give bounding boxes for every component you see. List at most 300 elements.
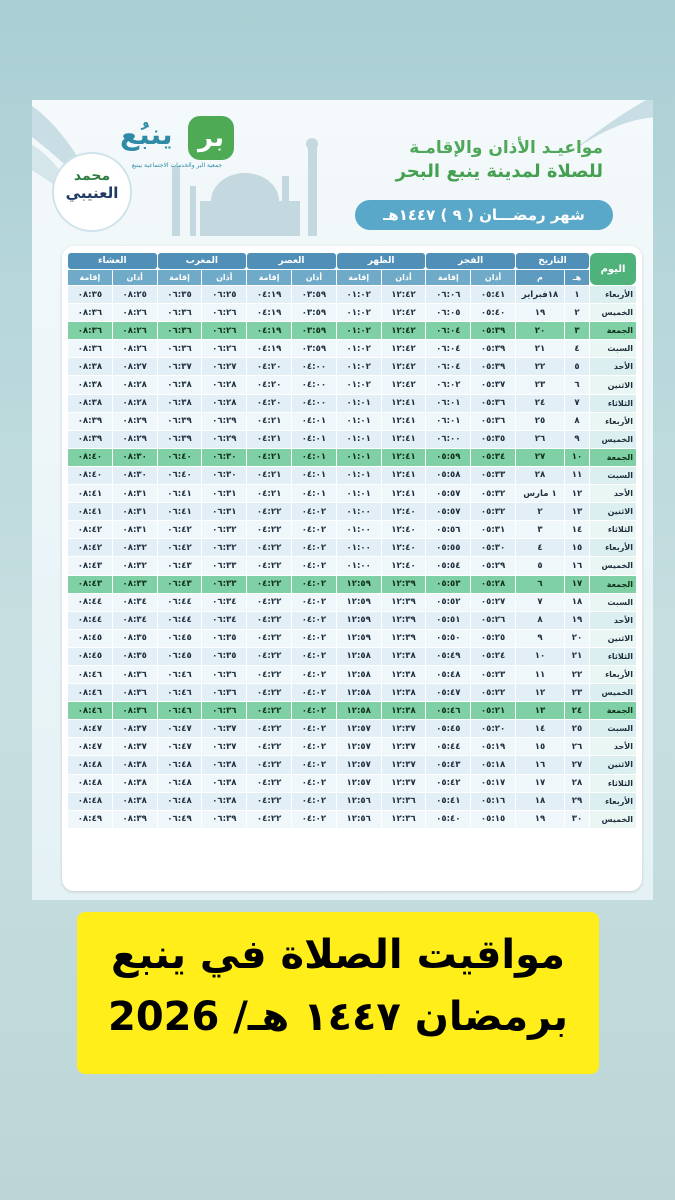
maghrib-iqama-cell: ٠٦:٤٥ <box>158 648 202 665</box>
maghrib-adhan-cell: ٠٦:٢٦ <box>202 322 246 339</box>
hijri-date-cell: ٦ <box>565 376 589 393</box>
isha-adhan-cell: ٠٨:٣٥ <box>113 648 157 665</box>
hijri-date-cell: ٢ <box>565 304 589 321</box>
table-row <box>68 449 636 466</box>
gregorian-date-cell: ١٨فبراير <box>516 286 564 303</box>
caption-banner <box>77 912 599 1074</box>
fajr-iqama-cell: ٠٥:٤٢ <box>426 775 470 792</box>
asr-adhan-cell: ٠٤:٠٢ <box>292 756 336 773</box>
maghrib-adhan-cell: ٠٦:٣٦ <box>202 702 246 719</box>
dhuhr-adhan-cell: ١٢:٤١ <box>382 431 426 448</box>
day-cell: الأربعاء <box>590 286 636 303</box>
hijri-date-cell: ١٣ <box>565 503 589 520</box>
subheader-adhan: أذان <box>202 270 246 285</box>
maghrib-adhan-cell: ٠٦:٢٨ <box>202 376 246 393</box>
dhuhr-adhan-cell: ١٢:٣٧ <box>382 738 426 755</box>
fajr-adhan-cell: ٠٥:٢٢ <box>471 684 515 701</box>
asr-adhan-cell: ٠٤:٠٢ <box>292 576 336 593</box>
table-row <box>68 612 636 629</box>
gregorian-date-cell: ٣ <box>516 521 564 538</box>
table-row <box>68 702 636 719</box>
fajr-iqama-cell: ٠٥:٥٤ <box>426 557 470 574</box>
isha-iqama-cell: ٠٨:٤٦ <box>68 684 112 701</box>
fajr-iqama-cell: ٠٦:٠٦ <box>426 286 470 303</box>
dhuhr-adhan-cell: ١٢:٣٨ <box>382 684 426 701</box>
gregorian-date-cell: ١٩ <box>516 304 564 321</box>
asr-adhan-cell: ٠٤:٠١ <box>292 431 336 448</box>
isha-adhan-cell: ٠٨:٣٧ <box>113 738 157 755</box>
isha-iqama-cell: ٠٨:٤٥ <box>68 648 112 665</box>
fajr-adhan-cell: ٠٥:٢٨ <box>471 576 515 593</box>
dhuhr-adhan-cell: ١٢:٣٨ <box>382 702 426 719</box>
maghrib-adhan-cell: ٠٦:٣٠ <box>202 467 246 484</box>
gregorian-date-cell: ١٧ <box>516 775 564 792</box>
hijri-date-cell: ٢٤ <box>565 702 589 719</box>
fajr-iqama-cell: ٠٦:٠٤ <box>426 340 470 357</box>
isha-iqama-cell: ٠٨:٤١ <box>68 503 112 520</box>
fajr-adhan-cell: ٠٥:٤٠ <box>471 304 515 321</box>
fajr-adhan-cell: ٠٥:٤١ <box>471 286 515 303</box>
hijri-date-cell: ٢١ <box>565 648 589 665</box>
isha-adhan-cell: ٠٨:٢٧ <box>113 358 157 375</box>
hijri-date-cell: ٢٨ <box>565 775 589 792</box>
asr-adhan-cell: ٠٤:٠٢ <box>292 630 336 647</box>
fajr-iqama-cell: ٠٦:٠٤ <box>426 358 470 375</box>
table-row <box>68 358 636 375</box>
hijri-date-cell: ٥ <box>565 358 589 375</box>
day-cell: الأربعاء <box>590 793 636 810</box>
isha-iqama-cell: ٠٨:٤٢ <box>68 521 112 538</box>
isha-adhan-cell: ٠٨:٣٦ <box>113 666 157 683</box>
gregorian-date-cell: ١٦ <box>516 756 564 773</box>
maghrib-iqama-cell: ٠٦:٤٤ <box>158 594 202 611</box>
dhuhr-adhan-cell: ١٢:٤٠ <box>382 521 426 538</box>
asr-iqama-cell: ٠٤:٢٢ <box>247 720 291 737</box>
asr-adhan-cell: ٠٤:٠١ <box>292 413 336 430</box>
fajr-adhan-cell: ٠٥:٣٩ <box>471 340 515 357</box>
table-row <box>68 521 636 538</box>
isha-adhan-cell: ٠٨:٣٨ <box>113 793 157 810</box>
gregorian-date-cell: ٩ <box>516 630 564 647</box>
asr-adhan-cell: ٠٤:٠٢ <box>292 666 336 683</box>
subheader-adhan: أذان <box>113 270 157 285</box>
fajr-iqama-cell: ٠٥:٥٧ <box>426 503 470 520</box>
table-row <box>68 376 636 393</box>
asr-adhan-cell: ٠٣:٥٩ <box>292 322 336 339</box>
asr-adhan-cell: ٠٤:٠٢ <box>292 539 336 556</box>
day-cell: الخميس <box>590 811 636 828</box>
table-row <box>68 648 636 665</box>
asr-adhan-cell: ٠٤:٠٢ <box>292 594 336 611</box>
maghrib-adhan-cell: ٠٦:٣٦ <box>202 666 246 683</box>
dhuhr-iqama-cell: ٠١:٠٢ <box>337 358 381 375</box>
dhuhr-adhan-cell: ١٢:٤٢ <box>382 376 426 393</box>
isha-adhan-cell: ٠٨:٣٢ <box>113 557 157 574</box>
gregorian-date-cell: ٢٧ <box>516 449 564 466</box>
dhuhr-iqama-cell: ١٢:٥٩ <box>337 630 381 647</box>
isha-adhan-cell: ٠٨:٢٨ <box>113 376 157 393</box>
asr-iqama-cell: ٠٤:٢١ <box>247 467 291 484</box>
maghrib-adhan-cell: ٠٦:٣٧ <box>202 738 246 755</box>
asr-iqama-cell: ٠٤:٢٢ <box>247 666 291 683</box>
prayer-times-table <box>62 246 642 891</box>
fajr-iqama-cell: ٠٦:٠١ <box>426 413 470 430</box>
maghrib-adhan-cell: ٠٦:٣٧ <box>202 720 246 737</box>
gregorian-date-cell: ٢٤ <box>516 395 564 412</box>
fajr-iqama-cell: ٠٥:٥٢ <box>426 594 470 611</box>
asr-iqama-cell: ٠٤:٢٢ <box>247 630 291 647</box>
isha-iqama-cell: ٠٨:٤٧ <box>68 738 112 755</box>
maghrib-iqama-cell: ٠٦:٤٣ <box>158 557 202 574</box>
isha-adhan-cell: ٠٨:٣٢ <box>113 539 157 556</box>
isha-iqama-cell: ٠٨:٤٤ <box>68 612 112 629</box>
isha-adhan-cell: ٠٨:٣٦ <box>113 684 157 701</box>
maghrib-iqama-cell: ٠٦:٤٣ <box>158 576 202 593</box>
table-row <box>68 793 636 810</box>
asr-adhan-cell: ٠٤:٠٢ <box>292 503 336 520</box>
day-cell: السبت <box>590 467 636 484</box>
table-row <box>68 503 636 520</box>
hijri-date-cell: ١ <box>565 286 589 303</box>
isha-iqama-cell: ٠٨:٣٥ <box>68 286 112 303</box>
table-row <box>68 666 636 683</box>
hijri-date-cell: ٢٣ <box>565 684 589 701</box>
fajr-adhan-cell: ٠٥:٣٥ <box>471 431 515 448</box>
isha-iqama-cell: ٠٨:٤٩ <box>68 811 112 828</box>
asr-iqama-cell: ٠٤:٢١ <box>247 413 291 430</box>
asr-iqama-cell: ٠٤:٢١ <box>247 431 291 448</box>
title-line-1: مواعيـد الأذان والإقامـة <box>409 138 603 158</box>
day-cell: الجمعة <box>590 449 636 466</box>
gregorian-date-cell: ١٢ <box>516 684 564 701</box>
day-cell: الجمعة <box>590 576 636 593</box>
fajr-iqama-cell: ٠٥:٥٧ <box>426 485 470 502</box>
dhuhr-iqama-cell: ١٢:٥٨ <box>337 684 381 701</box>
isha-adhan-cell: ٠٨:٢٦ <box>113 304 157 321</box>
subheader-iqama: إقامة <box>158 270 202 285</box>
asr-iqama-cell: ٠٤:٢١ <box>247 449 291 466</box>
caption-line-2: برمضان ١٤٤٧ هـ/ 2026 <box>107 994 569 1040</box>
fajr-adhan-cell: ٠٥:٢٥ <box>471 630 515 647</box>
fajr-iqama-cell: ٠٥:٤٤ <box>426 738 470 755</box>
asr-adhan-cell: ٠٤:٠٢ <box>292 684 336 701</box>
isha-iqama-cell: ٠٨:٤٣ <box>68 576 112 593</box>
maghrib-iqama-cell: ٠٦:٤٨ <box>158 793 202 810</box>
table-row <box>68 485 636 502</box>
gregorian-date-cell: ٢٣ <box>516 376 564 393</box>
dhuhr-adhan-cell: ١٢:٣٦ <box>382 811 426 828</box>
subheader-hijri: هـ <box>565 270 589 285</box>
asr-adhan-cell: ٠٤:٠٢ <box>292 648 336 665</box>
dhuhr-iqama-cell: ٠١:٠٠ <box>337 503 381 520</box>
table-row <box>68 811 636 828</box>
fajr-iqama-cell: ٠٥:٤٧ <box>426 684 470 701</box>
gregorian-date-cell: ٢١ <box>516 340 564 357</box>
table-body <box>68 286 636 828</box>
maghrib-adhan-cell: ٠٦:٢٥ <box>202 286 246 303</box>
table-row <box>68 539 636 556</box>
isha-adhan-cell: ٠٨:٣١ <box>113 521 157 538</box>
dhuhr-iqama-cell: ٠١:٠٠ <box>337 539 381 556</box>
subheader-adhan: أذان <box>471 270 515 285</box>
logo-mark: بر <box>188 116 234 160</box>
maghrib-adhan-cell: ٠٦:٣٦ <box>202 684 246 701</box>
maghrib-adhan-cell: ٠٦:٣٨ <box>202 775 246 792</box>
fajr-adhan-cell: ٠٥:٣٣ <box>471 467 515 484</box>
author-badge <box>52 152 132 232</box>
header-date: التاريخ <box>516 253 589 269</box>
maghrib-adhan-cell: ٠٦:٣٨ <box>202 756 246 773</box>
maghrib-iqama-cell: ٠٦:٤٩ <box>158 811 202 828</box>
maghrib-adhan-cell: ٠٦:٢٨ <box>202 395 246 412</box>
dhuhr-adhan-cell: ١٢:٤٢ <box>382 286 426 303</box>
maghrib-iqama-cell: ٠٦:٣٧ <box>158 358 202 375</box>
day-cell: الاثنين <box>590 376 636 393</box>
isha-iqama-cell: ٠٨:٤١ <box>68 485 112 502</box>
maghrib-iqama-cell: ٠٦:٣٥ <box>158 286 202 303</box>
fajr-adhan-cell: ٠٥:١٦ <box>471 793 515 810</box>
hijri-date-cell: ١٤ <box>565 521 589 538</box>
gregorian-date-cell: ٢٦ <box>516 431 564 448</box>
gregorian-date-cell: ٥ <box>516 557 564 574</box>
header-fajr: الفجر <box>426 253 515 269</box>
table-row <box>68 594 636 611</box>
dhuhr-iqama-cell: ٠١:٠٢ <box>337 322 381 339</box>
maghrib-adhan-cell: ٠٦:٢٧ <box>202 358 246 375</box>
isha-adhan-cell: ٠٨:٢٦ <box>113 322 157 339</box>
fajr-iqama-cell: ٠٥:٤٨ <box>426 666 470 683</box>
fajr-adhan-cell: ٠٥:٢١ <box>471 702 515 719</box>
subheader-iqama: إقامة <box>68 270 112 285</box>
maghrib-adhan-cell: ٠٦:٣٨ <box>202 793 246 810</box>
dhuhr-adhan-cell: ١٢:٣٩ <box>382 630 426 647</box>
isha-adhan-cell: ٠٨:٣٨ <box>113 775 157 792</box>
asr-adhan-cell: ٠٤:٠١ <box>292 449 336 466</box>
dhuhr-adhan-cell: ١٢:٤٢ <box>382 358 426 375</box>
subheader-gregorian: م <box>516 270 564 285</box>
day-cell: الخميس <box>590 431 636 448</box>
isha-adhan-cell: ٠٨:٣٩ <box>113 811 157 828</box>
asr-iqama-cell: ٠٤:٢١ <box>247 485 291 502</box>
asr-adhan-cell: ٠٤:٠٢ <box>292 775 336 792</box>
hijri-date-cell: ٢٢ <box>565 666 589 683</box>
hijri-date-cell: ٢٩ <box>565 793 589 810</box>
table-row <box>68 286 636 303</box>
dhuhr-adhan-cell: ١٢:٣٦ <box>382 793 426 810</box>
organization-logo <box>110 114 250 174</box>
dhuhr-iqama-cell: ٠١:٠٠ <box>337 557 381 574</box>
maghrib-iqama-cell: ٠٦:٤٢ <box>158 521 202 538</box>
title-line-2: للصلاة لمدينة ينبع البحر <box>395 161 603 182</box>
maghrib-iqama-cell: ٠٦:٤٨ <box>158 756 202 773</box>
hijri-date-cell: ٧ <box>565 395 589 412</box>
subheader-iqama: إقامة <box>247 270 291 285</box>
isha-iqama-cell: ٠٨:٤٠ <box>68 467 112 484</box>
maghrib-iqama-cell: ٠٦:٣٩ <box>158 413 202 430</box>
day-cell: الثلاثاء <box>590 775 636 792</box>
table-row <box>68 630 636 647</box>
maghrib-iqama-cell: ٠٦:٤٦ <box>158 666 202 683</box>
hijri-date-cell: ٣٠ <box>565 811 589 828</box>
hijri-date-cell: ٢٧ <box>565 756 589 773</box>
gregorian-date-cell: ١١ <box>516 666 564 683</box>
subheader-iqama: إقامة <box>426 270 470 285</box>
asr-iqama-cell: ٠٤:٢٢ <box>247 557 291 574</box>
dhuhr-adhan-cell: ١٢:٤٢ <box>382 340 426 357</box>
asr-adhan-cell: ٠٤:٠١ <box>292 485 336 502</box>
gregorian-date-cell: ١٥ <box>516 738 564 755</box>
fajr-iqama-cell: ٠٥:٥٨ <box>426 467 470 484</box>
day-cell: الثلاثاء <box>590 521 636 538</box>
dhuhr-iqama-cell: ٠١:٠١ <box>337 413 381 430</box>
maghrib-iqama-cell: ٠٦:٤٦ <box>158 702 202 719</box>
dhuhr-iqama-cell: ١٢:٥٧ <box>337 756 381 773</box>
maghrib-iqama-cell: ٠٦:٣٨ <box>158 395 202 412</box>
gregorian-date-cell: ١٨ <box>516 793 564 810</box>
asr-iqama-cell: ٠٤:٢٢ <box>247 648 291 665</box>
hijri-date-cell: ٢٥ <box>565 720 589 737</box>
table-row <box>68 775 636 792</box>
dhuhr-adhan-cell: ١٢:٤٠ <box>382 539 426 556</box>
maghrib-iqama-cell: ٠٦:٤١ <box>158 503 202 520</box>
isha-adhan-cell: ٠٨:٢٦ <box>113 340 157 357</box>
fajr-adhan-cell: ٠٥:٣٦ <box>471 395 515 412</box>
hijri-date-cell: ١٩ <box>565 612 589 629</box>
table-row <box>68 738 636 755</box>
day-cell: الأحد <box>590 358 636 375</box>
dhuhr-iqama-cell: ١٢:٥٧ <box>337 775 381 792</box>
dhuhr-adhan-cell: ١٢:٤٠ <box>382 557 426 574</box>
isha-adhan-cell: ٠٨:٣٤ <box>113 612 157 629</box>
table-row <box>68 576 636 593</box>
dhuhr-adhan-cell: ١٢:٤٠ <box>382 503 426 520</box>
subheader-iqama: إقامة <box>337 270 381 285</box>
isha-adhan-cell: ٠٨:٣٧ <box>113 720 157 737</box>
table-row <box>68 756 636 773</box>
isha-iqama-cell: ٠٨:٤٨ <box>68 756 112 773</box>
maghrib-iqama-cell: ٠٦:٤٨ <box>158 775 202 792</box>
maghrib-iqama-cell: ٠٦:٤٠ <box>158 449 202 466</box>
isha-iqama-cell: ٠٨:٣٩ <box>68 431 112 448</box>
asr-adhan-cell: ٠٤:٠٠ <box>292 395 336 412</box>
fajr-adhan-cell: ٠٥:٣٤ <box>471 449 515 466</box>
fajr-iqama-cell: ٠٦:٠٥ <box>426 304 470 321</box>
day-cell: الأربعاء <box>590 666 636 683</box>
fajr-adhan-cell: ٠٥:٣٢ <box>471 503 515 520</box>
isha-iqama-cell: ٠٨:٣٦ <box>68 340 112 357</box>
dhuhr-iqama-cell: ٠١:٠١ <box>337 395 381 412</box>
dhuhr-adhan-cell: ١٢:٣٩ <box>382 612 426 629</box>
day-cell: الجمعة <box>590 702 636 719</box>
fajr-adhan-cell: ٠٥:٣٦ <box>471 413 515 430</box>
dhuhr-iqama-cell: ١٢:٥٧ <box>337 738 381 755</box>
day-cell: الثلاثاء <box>590 395 636 412</box>
maghrib-iqama-cell: ٠٦:٤٦ <box>158 684 202 701</box>
asr-iqama-cell: ٠٤:١٩ <box>247 322 291 339</box>
gregorian-date-cell: ٧ <box>516 594 564 611</box>
dhuhr-iqama-cell: ٠١:٠٢ <box>337 340 381 357</box>
hijri-date-cell: ١٢ <box>565 485 589 502</box>
dhuhr-adhan-cell: ١٢:٣٧ <box>382 720 426 737</box>
fajr-iqama-cell: ٠٥:٤٣ <box>426 756 470 773</box>
isha-iqama-cell: ٠٨:٣٨ <box>68 395 112 412</box>
asr-iqama-cell: ٠٤:٢٢ <box>247 612 291 629</box>
isha-iqama-cell: ٠٨:٤٠ <box>68 449 112 466</box>
subheader-adhan: أذان <box>292 270 336 285</box>
maghrib-adhan-cell: ٠٦:٣٢ <box>202 539 246 556</box>
fajr-adhan-cell: ٠٥:٢٦ <box>471 612 515 629</box>
fajr-iqama-cell: ٠٥:٤٦ <box>426 702 470 719</box>
fajr-iqama-cell: ٠٦:٠٠ <box>426 431 470 448</box>
day-cell: السبت <box>590 594 636 611</box>
dhuhr-iqama-cell: ٠١:٠١ <box>337 449 381 466</box>
asr-adhan-cell: ٠٤:٠٢ <box>292 720 336 737</box>
isha-iqama-cell: ٠٨:٤٨ <box>68 793 112 810</box>
fajr-adhan-cell: ٠٥:٣٠ <box>471 539 515 556</box>
hijri-date-cell: ١١ <box>565 467 589 484</box>
isha-adhan-cell: ٠٨:٢٥ <box>113 286 157 303</box>
isha-adhan-cell: ٠٨:٣٠ <box>113 449 157 466</box>
asr-adhan-cell: ٠٤:٠٠ <box>292 358 336 375</box>
fajr-adhan-cell: ٠٥:٢٩ <box>471 557 515 574</box>
maghrib-adhan-cell: ٠٦:٢٩ <box>202 431 246 448</box>
isha-iqama-cell: ٠٨:٤٥ <box>68 630 112 647</box>
maghrib-iqama-cell: ٠٦:٤٠ <box>158 467 202 484</box>
gregorian-date-cell: ٨ <box>516 612 564 629</box>
table-row <box>68 467 636 484</box>
author-last-name: العنيبي <box>65 184 119 202</box>
asr-iqama-cell: ٠٤:٢٢ <box>247 521 291 538</box>
asr-iqama-cell: ٠٤:٢٢ <box>247 702 291 719</box>
dhuhr-iqama-cell: ٠١:٠٢ <box>337 286 381 303</box>
asr-iqama-cell: ٠٤:٢٢ <box>247 756 291 773</box>
maghrib-iqama-cell: ٠٦:٣٩ <box>158 431 202 448</box>
fajr-iqama-cell: ٠٥:٥٠ <box>426 630 470 647</box>
maghrib-iqama-cell: ٠٦:٣٦ <box>158 340 202 357</box>
asr-iqama-cell: ٠٤:٢٠ <box>247 358 291 375</box>
gregorian-date-cell: ٢٠ <box>516 322 564 339</box>
asr-adhan-cell: ٠٤:٠٠ <box>292 376 336 393</box>
fajr-iqama-cell: ٠٥:٥٩ <box>426 449 470 466</box>
table-row <box>68 557 636 574</box>
asr-adhan-cell: ٠٣:٥٩ <box>292 286 336 303</box>
day-cell: الأربعاء <box>590 539 636 556</box>
hijri-date-cell: ١٠ <box>565 449 589 466</box>
dhuhr-iqama-cell: ٠١:٠١ <box>337 485 381 502</box>
asr-iqama-cell: ٠٤:١٩ <box>247 340 291 357</box>
gregorian-date-cell: ١٠ <box>516 648 564 665</box>
fajr-iqama-cell: ٠٥:٤١ <box>426 793 470 810</box>
asr-adhan-cell: ٠٣:٥٩ <box>292 304 336 321</box>
fajr-iqama-cell: ٠٥:٥٥ <box>426 539 470 556</box>
isha-iqama-cell: ٠٨:٤٦ <box>68 702 112 719</box>
table-row <box>68 340 636 357</box>
dhuhr-iqama-cell: ١٢:٥٩ <box>337 612 381 629</box>
isha-iqama-cell: ٠٨:٤٤ <box>68 594 112 611</box>
maghrib-adhan-cell: ٠٦:٣٣ <box>202 576 246 593</box>
day-cell: الاثنين <box>590 756 636 773</box>
dhuhr-iqama-cell: ١٢:٥٨ <box>337 648 381 665</box>
isha-iqama-cell: ٠٨:٤٨ <box>68 775 112 792</box>
maghrib-iqama-cell: ٠٦:٤١ <box>158 485 202 502</box>
header-day: اليوم <box>590 253 636 285</box>
table-row <box>68 322 636 339</box>
fajr-adhan-cell: ٠٥:٢٤ <box>471 648 515 665</box>
isha-iqama-cell: ٠٨:٣٩ <box>68 413 112 430</box>
maghrib-adhan-cell: ٠٦:٢٦ <box>202 340 246 357</box>
gregorian-date-cell: ٢٢ <box>516 358 564 375</box>
fajr-iqama-cell: ٠٥:٤٥ <box>426 720 470 737</box>
